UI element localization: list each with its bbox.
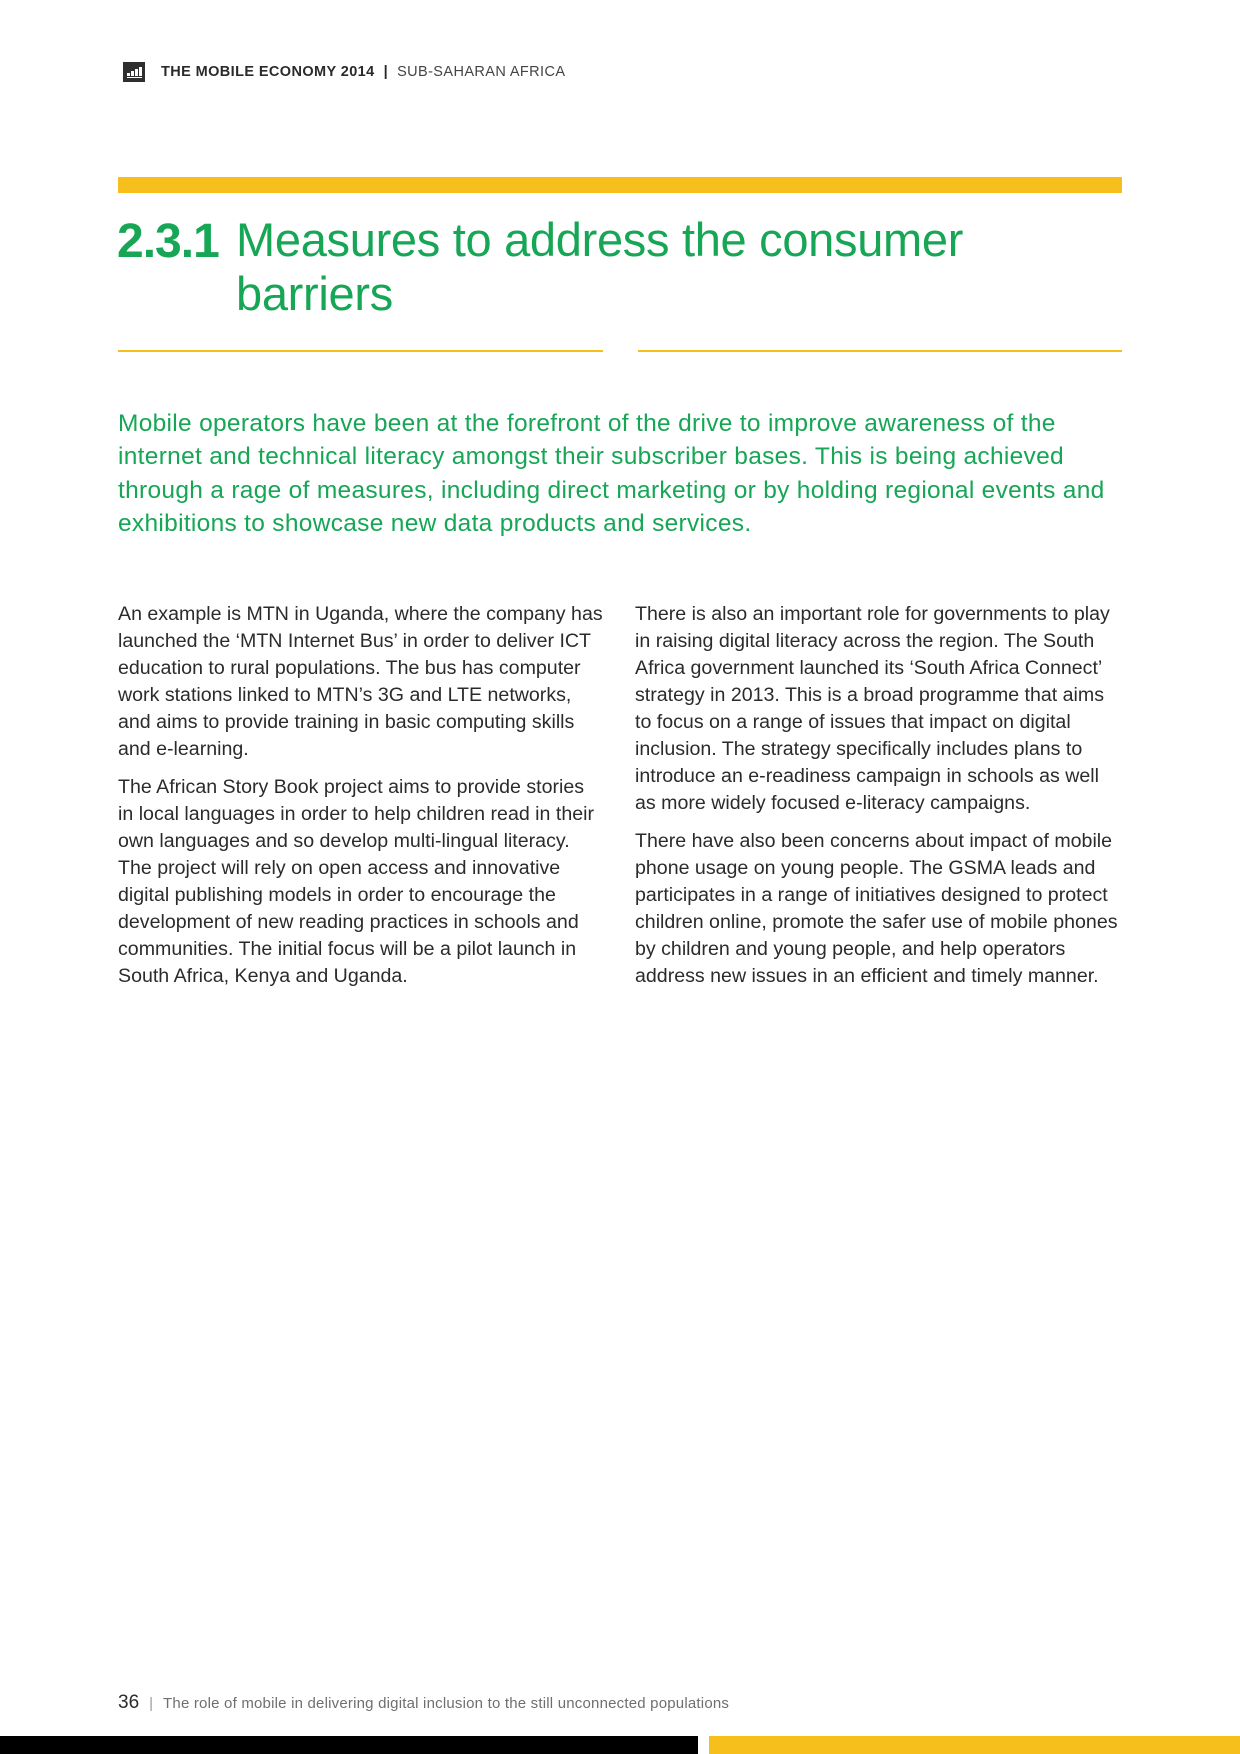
report-logo-icon — [123, 62, 145, 82]
report-title: THE MOBILE ECONOMY 2014 — [161, 64, 375, 80]
section-number: 2.3.1 — [117, 215, 219, 268]
body-paragraph: There have also been concerns about impact of mobile phone usage on young people. The GSMA leads and participates in a range of initiatives designed to protect children online, promote the safer use of mobile phones by children and young people, and help operators address new issues in an efficient and timely manner. — [635, 830, 1118, 987]
page-footer — [118, 1692, 729, 1714]
body-paragraph: The African Story Book project aims to provide stories in local languages in order to help children read in their own languages and so develop multi-lingual literacy. The project will rely on open access and innovative digital publishing models in order to encourage the development of new reading practices in schools and communities. The initial focus will be a pilot launch in South Africa, Kenya and Uganda. — [118, 776, 594, 987]
section-title: Measures to address the consumer barriers — [236, 213, 964, 320]
body-column-left — [118, 601, 603, 1001]
body-paragraph: An example is MTN in Uganda, where the company has launched the ‘MTN Internet Bus’ in order to deliver ICT education to rural populations. The bus has computer work stations linked to MTN’s 3G and LTE networks, and aims to provide training in basic computing skills and e-learning. — [118, 603, 603, 760]
footer-caption: The role of mobile in delivering digital inclusion to the still unconnected populations — [163, 1695, 730, 1712]
body-column-right — [635, 601, 1125, 1001]
top-accent-rule — [118, 177, 1122, 193]
footer-bar-yellow — [709, 1736, 1240, 1754]
title-rule-left — [118, 350, 603, 352]
footer-separator: | — [149, 1695, 154, 1712]
page-header — [123, 61, 565, 83]
body-paragraph: There is also an important role for governments to play in raising digital literacy across the region. The South Africa government launched its ‘South Africa Connect’ strategy in 2013. This is a broad programme that aims to focus on a range of issues that impact on digital inclusion. The strategy specifically includes plans to introduce an e-readiness campaign in schools as well as more widely focused e-literacy campaigns. — [635, 603, 1110, 814]
intro-paragraph: Mobile operators have been at the forefront of the drive to improve awareness of the internet and technical literacy amongst their subscriber bases. This is being achieved through a rage of measures, including direct marketing or by holding regional events and exhibitions to showcase new data products and services. — [118, 410, 1105, 538]
title-rule-right — [638, 350, 1122, 352]
report-region: SUB-SAHARAN AFRICA — [397, 64, 566, 80]
page-number: 36 — [118, 1692, 140, 1713]
header-separator: | — [383, 64, 389, 80]
footer-bar-black — [0, 1736, 698, 1754]
